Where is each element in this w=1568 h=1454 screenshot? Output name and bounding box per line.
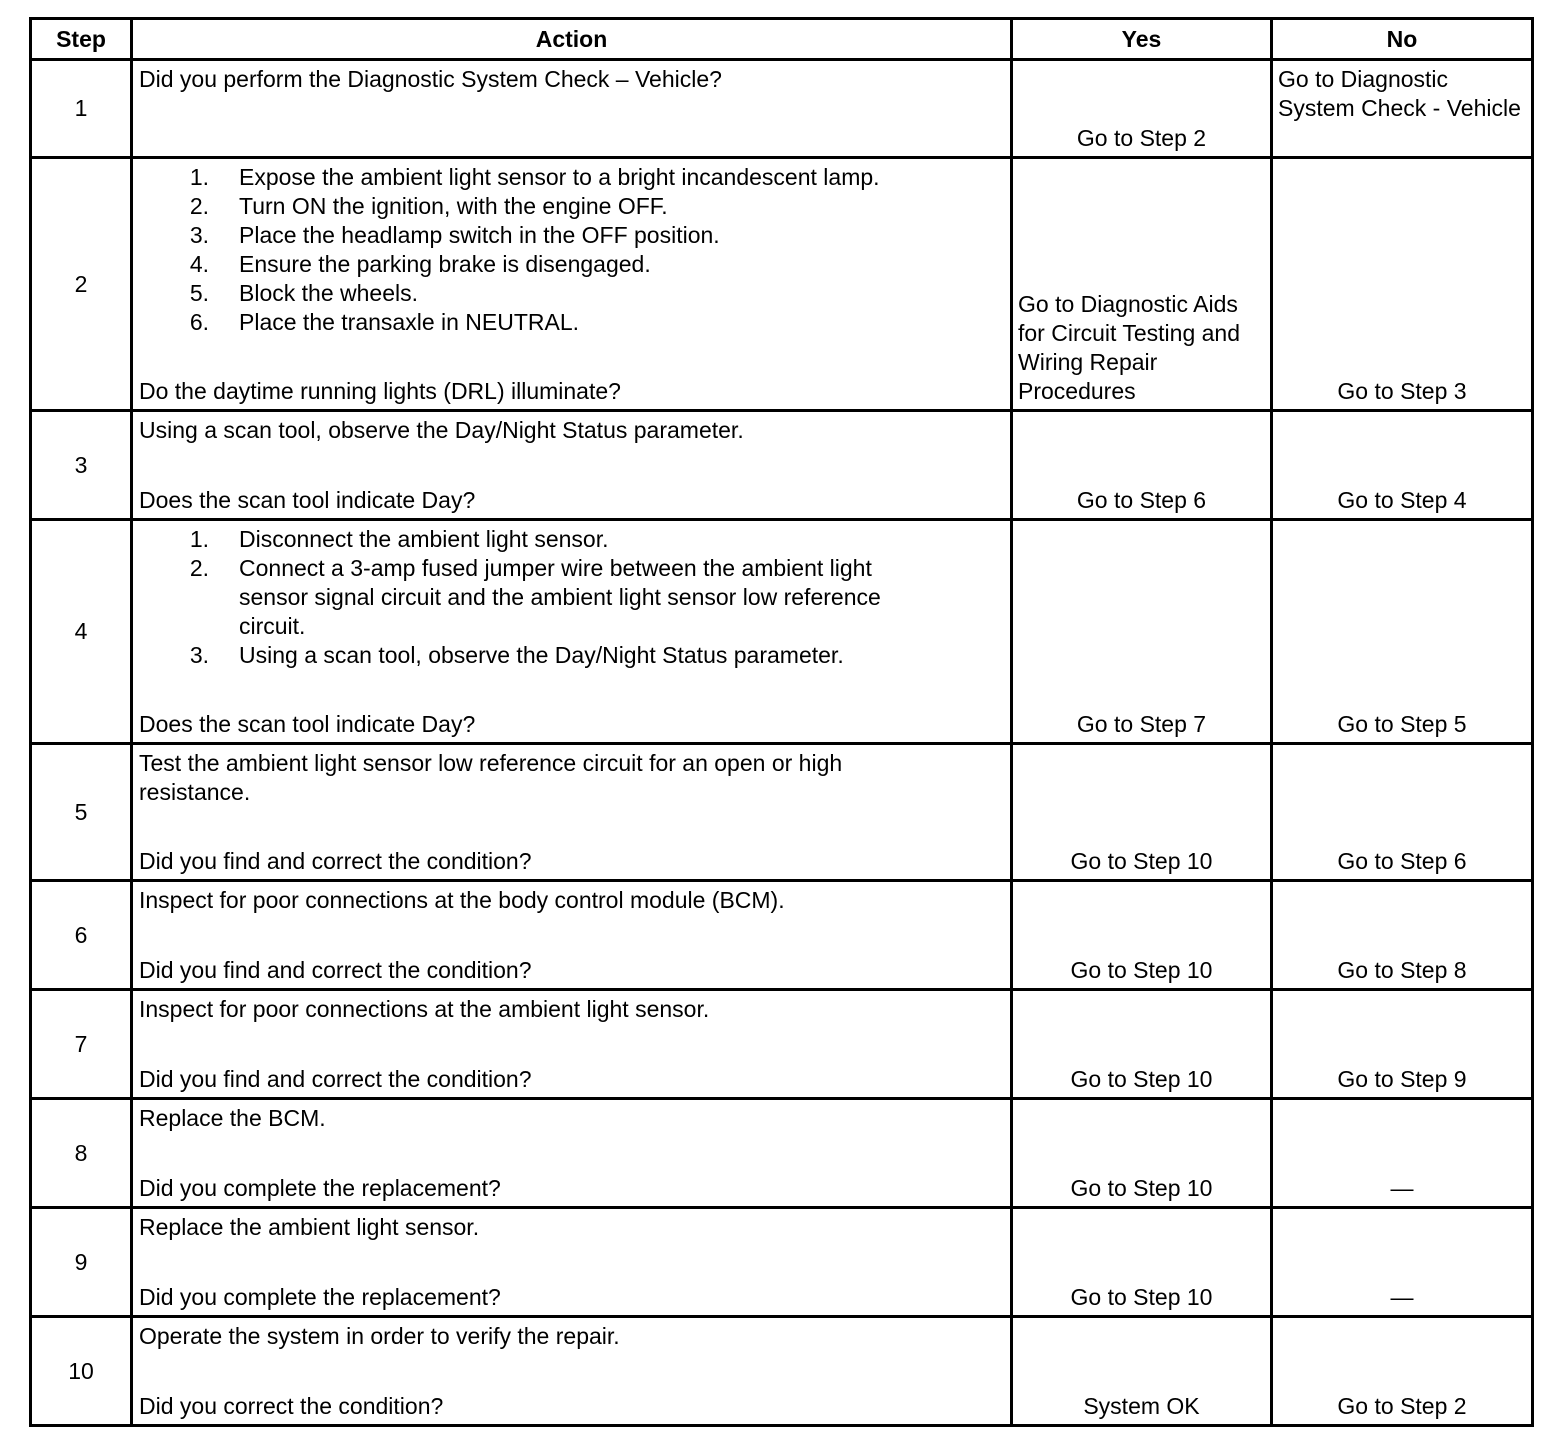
- table-row: [31, 1208, 1533, 1317]
- step-number: 6: [31, 881, 132, 990]
- table-row: [31, 881, 1533, 990]
- sub-step: 1. Expose the ambient light sensor to a bright incandescent lamp.: [189, 164, 880, 190]
- no-cell: —: [1272, 1208, 1533, 1317]
- sub-step-list: [139, 525, 1004, 670]
- action-intro: Replace the ambient light sensor.: [139, 1214, 480, 1240]
- sub-step-list: [139, 163, 1004, 337]
- action-cell: [132, 411, 1012, 520]
- action-question: Did you correct the condition?: [139, 1393, 444, 1419]
- table-row: [31, 1099, 1533, 1208]
- sub-step: 3. Place the headlamp switch in the OFF position.: [189, 222, 720, 248]
- table-row: [31, 744, 1533, 881]
- step-number: 3: [31, 411, 132, 520]
- step-number: 8: [31, 1099, 132, 1208]
- table-row: [31, 1317, 1533, 1426]
- header-no: No: [1272, 19, 1533, 60]
- step-number: 1: [31, 60, 132, 158]
- no-cell: Go to Step 4: [1272, 411, 1533, 520]
- yes-cell: Go to Step 6: [1012, 411, 1272, 520]
- no-cell: Go to Step 2: [1272, 1317, 1533, 1426]
- action-cell: [132, 1208, 1012, 1317]
- action-cell: [132, 990, 1012, 1099]
- action-intro: Did you perform the Diagnostic System Check – Vehicle?: [139, 66, 722, 92]
- action-cell: [132, 520, 1012, 744]
- step-number: 4: [31, 520, 132, 744]
- header-action: Action: [132, 19, 1012, 60]
- no-cell: Go to Step 9: [1272, 990, 1533, 1099]
- sub-step: 6. Place the transaxle in NEUTRAL.: [189, 309, 580, 335]
- sub-step: 1. Disconnect the ambient light sensor.: [189, 526, 609, 552]
- step-number: 5: [31, 744, 132, 881]
- diagnostic-table: [29, 17, 1534, 1427]
- table-row: [31, 990, 1533, 1099]
- yes-cell: Go to Step 10: [1012, 990, 1272, 1099]
- action-question: Did you complete the replacement?: [139, 1175, 501, 1201]
- action-cell: [132, 60, 1012, 158]
- no-cell: Go to Step 3: [1272, 158, 1533, 411]
- yes-cell: Go to Step 2: [1012, 60, 1272, 158]
- header-step: Step: [31, 19, 132, 60]
- action-cell: [132, 881, 1012, 990]
- yes-cell: Go to Diagnostic Aids for Circuit Testing and Wiring Repair Procedures: [1012, 158, 1272, 411]
- table-row: [31, 411, 1533, 520]
- action-intro: Operate the system in order to verify the repair.: [139, 1323, 620, 1349]
- action-question: Did you find and correct the condition?: [139, 848, 532, 874]
- action-intro: Using a scan tool, observe the Day/Night Status parameter.: [139, 417, 744, 443]
- yes-cell: System OK: [1012, 1317, 1272, 1426]
- action-cell: [132, 1317, 1012, 1426]
- action-question: Do the daytime running lights (DRL) illuminate?: [139, 378, 621, 404]
- yes-cell: Go to Step 10: [1012, 881, 1272, 990]
- action-cell: [132, 158, 1012, 411]
- sub-step: 2. Connect a 3-amp fused jumper wire between the ambient light sensor signal circuit and the ambient light sensor low reference circuit.: [189, 555, 881, 639]
- no-cell: Go to Diagnostic System Check - Vehicle: [1272, 60, 1533, 158]
- sub-step: 3. Using a scan tool, observe the Day/Night Status parameter.: [189, 642, 844, 668]
- action-intro: Test the ambient light sensor low reference circuit for an open or high resistance.: [139, 750, 843, 805]
- step-number: 2: [31, 158, 132, 411]
- action-question: Does the scan tool indicate Day?: [139, 487, 476, 513]
- action-question: Did you find and correct the condition?: [139, 957, 532, 983]
- yes-cell: Go to Step 10: [1012, 1099, 1272, 1208]
- action-question: Did you find and correct the condition?: [139, 1066, 532, 1092]
- table-header-row: [31, 19, 1533, 60]
- table-row: [31, 158, 1533, 411]
- no-cell: Go to Step 8: [1272, 881, 1533, 990]
- no-cell: Go to Step 5: [1272, 520, 1533, 744]
- header-yes: Yes: [1012, 19, 1272, 60]
- action-intro: Inspect for poor connections at the body control module (BCM).: [139, 887, 785, 913]
- step-number: 10: [31, 1317, 132, 1426]
- table-row: [31, 520, 1533, 744]
- yes-cell: Go to Step 10: [1012, 1208, 1272, 1317]
- action-intro: Inspect for poor connections at the ambient light sensor.: [139, 996, 710, 1022]
- yes-cell: Go to Step 7: [1012, 520, 1272, 744]
- step-number: 7: [31, 990, 132, 1099]
- action-cell: [132, 1099, 1012, 1208]
- step-number: 9: [31, 1208, 132, 1317]
- action-question: Does the scan tool indicate Day?: [139, 711, 476, 737]
- action-intro: Replace the BCM.: [139, 1105, 326, 1131]
- table-row: [31, 60, 1533, 158]
- sub-step: 4. Ensure the parking brake is disengaged.: [189, 251, 651, 277]
- action-question: Did you complete the replacement?: [139, 1284, 501, 1310]
- yes-cell: Go to Step 10: [1012, 744, 1272, 881]
- action-cell: [132, 744, 1012, 881]
- no-cell: —: [1272, 1099, 1533, 1208]
- sub-step: 2. Turn ON the ignition, with the engine OFF.: [189, 193, 668, 219]
- sub-step: 5. Block the wheels.: [189, 280, 418, 306]
- no-cell: Go to Step 6: [1272, 744, 1533, 881]
